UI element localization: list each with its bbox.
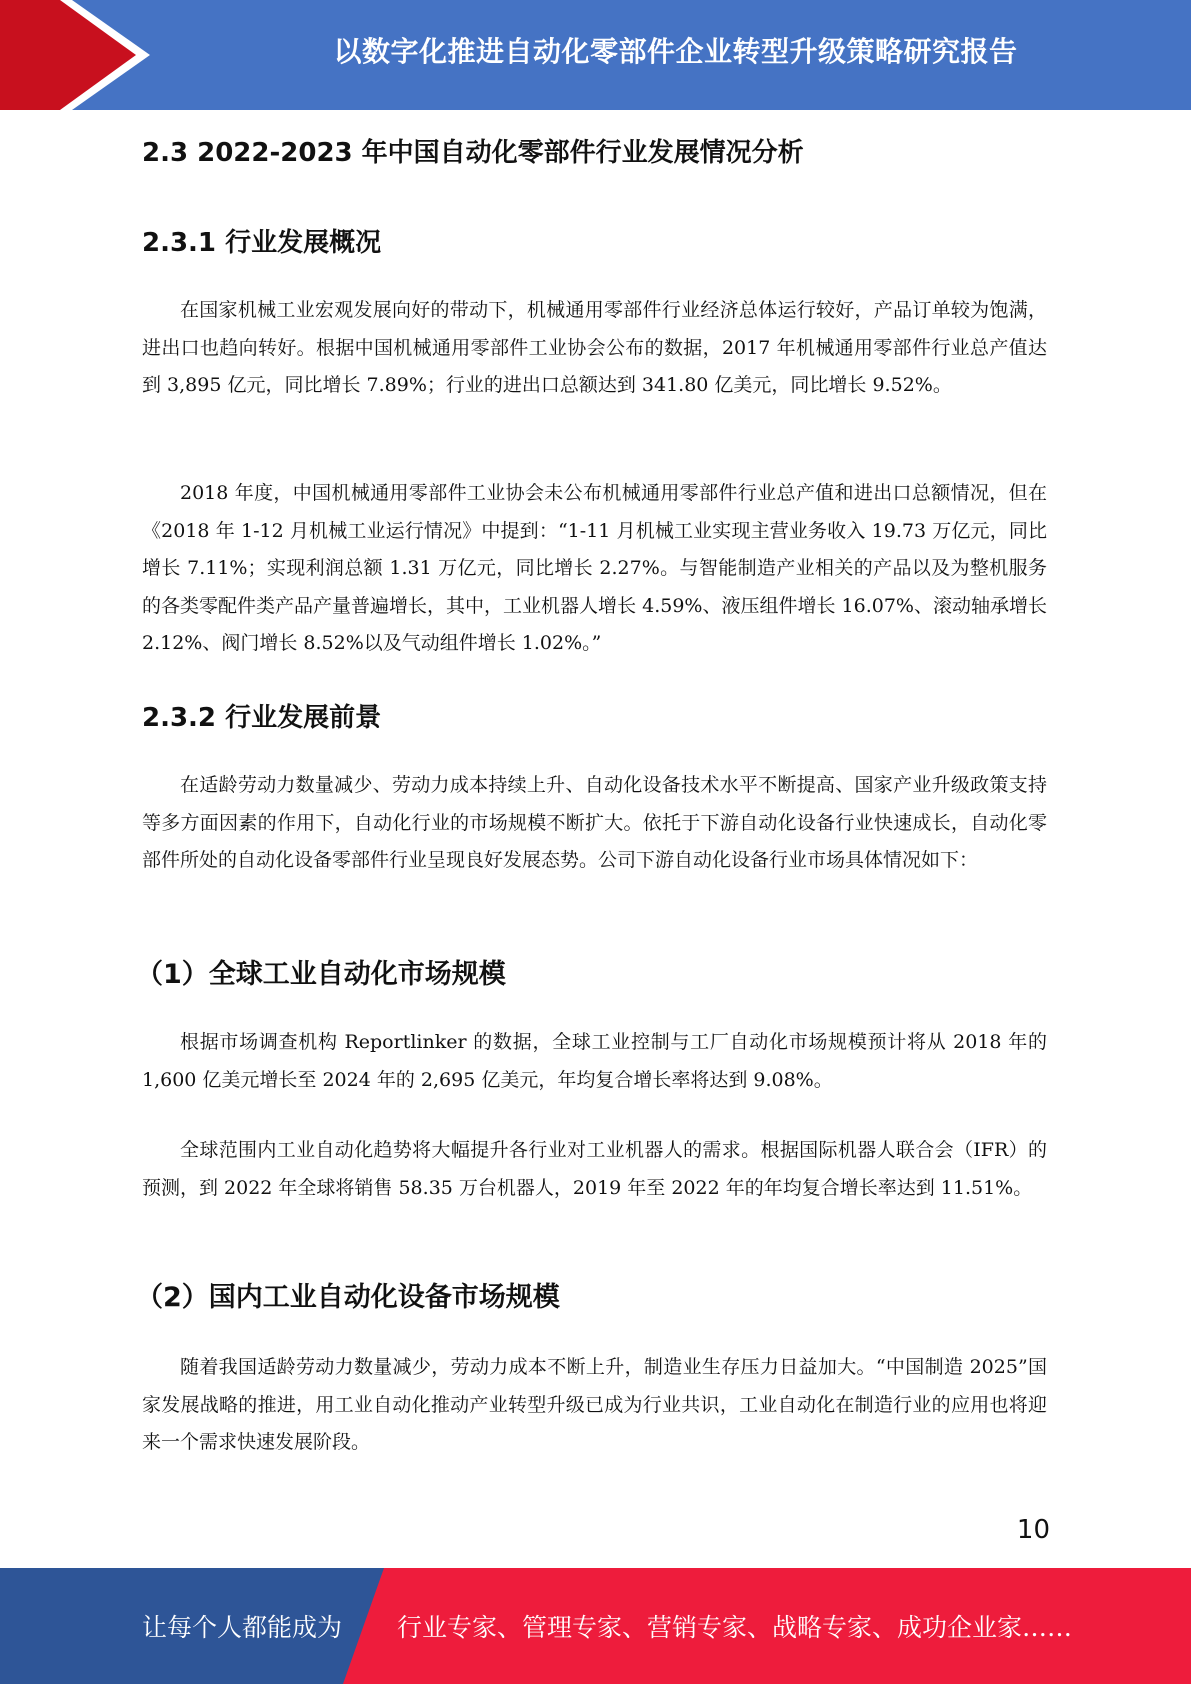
section-heading: 2.3 2022-2023 年中国自动化零部件行业发展情况分析 <box>142 138 804 168</box>
subsection-heading-prospects: 2.3.2 行业发展前景 <box>142 703 382 733</box>
footer-band <box>0 1568 1191 1684</box>
report-title: 以数字化推进自动化零部件企业转型升级策略研究报告 <box>333 35 1018 68</box>
paragraph: 在国家机械工业宏观发展向好的带动下，机械通用零部件行业经济总体运行较好，产品订单较为饱满，进出口也趋向转好。根据中国机械通用零部件工业协会公布的数据，2017 年机械通用零部件行业总产值达到 3,895 亿元，同比增长 7.89%；行业的进出口总额达到 341.80 亿美元，同比增长 9.52%。 <box>142 299 1047 396</box>
chevron-arrow-icon <box>0 0 160 110</box>
paragraph: 2018 年度，中国机械通用零部件工业协会未公布机械通用零部件行业总产值和进出口总额情况，但在《2018 年 1-12 月机械工业运行情况》中提到：“1-11 月机械工业实现主营业务收入 19.73 万亿元，同比增长 7.11%；实现利润总额 1.31 万亿元，同比增长 2.27%。与智能制造产业相关的产品以及为整机服务的各类零配件类产品产量普遍增长，其中，工业机器人增长 4.59%、液压组件增长 16.07%、滚动轴承增长 2.12%、阀门增长 8.52%以及气动组件增长 1.02%。” <box>142 482 1047 654</box>
paragraph: 根据市场调查机构 Reportlinker 的数据，全球工业控制与工厂自动化市场规模预计将从 2018 年的 1,600 亿美元增长至 2024 年的 2,695 亿美元，年均复合增长率将达到 9.08%。 <box>142 1031 1047 1091</box>
paragraph: 全球范围内工业自动化趋势将大幅提升各行业对工业机器人的需求。根据国际机器人联合会（IFR）的预测，到 2022 年全球将销售 58.35 万台机器人，2019 年至 2022 年的年均复合增长率达到 11.51%。 <box>142 1139 1047 1199</box>
paragraph: 在适龄劳动力数量减少、劳动力成本持续上升、自动化设备技术水平不断提高、国家产业升级政策支持等多方面因素的作用下，自动化行业的市场规模不断扩大。依托于下游自动化设备行业快速成长，自动化零部件所处的自动化设备零部件行业呈现良好发展态势。公司下游自动化设备行业市场具体情况如下： <box>142 774 1047 871</box>
footer-slogan-right: 行业专家、管理专家、营销专家、战略专家、成功企业家…… <box>397 1613 1073 1642</box>
header-band <box>0 0 1191 110</box>
item-heading-domestic-market: （2）国内工业自动化设备市场规模 <box>136 1282 560 1313</box>
paragraph: 随着我国适龄劳动力数量减少，劳动力成本不断上升，制造业生存压力日益加大。“中国制造 2025”国家发展战略的推进，用工业自动化推动产业转型升级已成为行业共识，工业自动化在制造行业的应用也将迎来一个需求快速发展阶段。 <box>142 1356 1047 1453</box>
page-number: 10 <box>1016 1515 1050 1545</box>
subsection-heading-overview: 2.3.1 行业发展概况 <box>142 228 382 258</box>
item-heading-global-market: （1）全球工业自动化市场规模 <box>136 959 506 990</box>
footer-slogan-left: 让每个人都能成为 <box>142 1613 343 1642</box>
